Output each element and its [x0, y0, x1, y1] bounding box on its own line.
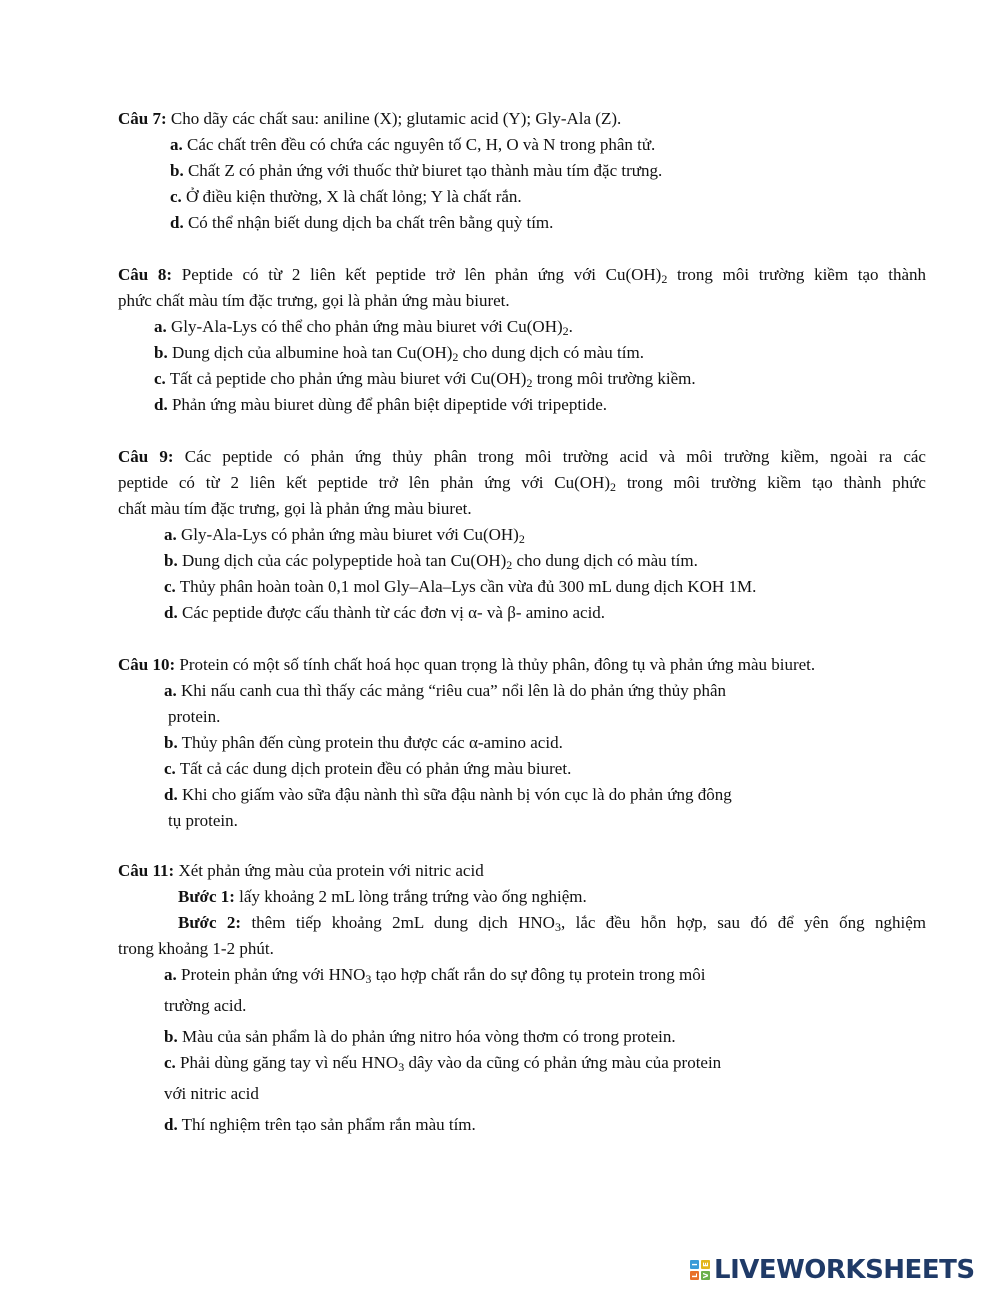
q11-step1: Bước 1: lấy khoảng 2 mL lòng trắng trứng vào ống nghiệm.	[178, 887, 587, 906]
q7-option-d: d. Có thể nhận biết dung dịch ba chất trên bằng quỳ tím.	[170, 213, 554, 232]
q10-option-a-cont: protein.	[168, 707, 221, 726]
q9-option-c: c. Thủy phân hoàn toàn 0,1 mol Gly–Ala–Lys cần vừa đủ 300 mL dung dịch KOH 1M.	[164, 577, 757, 596]
q9-option-b: b. Dung dịch của các polypeptide hoà $\tan Cu(OH)_2$ cho dung dịch có màu tím.	[164, 551, 698, 572]
q11-option-a-cont: trường acid.	[164, 996, 247, 1015]
q10-option-a: a. Khi nấu canh cua thì thấy các mảng “riêu cua” nổi lên là do phản ứng thủy phân	[164, 681, 726, 700]
q11-stem: Câu 11: Xét phản ứng màu của protein với nitric acid	[118, 861, 484, 880]
q9-option-a: a. Gly-Ala-Lys có phản ứng màu biuret với $Cu(OH)_2$	[164, 525, 525, 546]
logo-tile-1: L	[690, 1271, 699, 1280]
q11-step2-cont: trong khoảng 1-2 phút.	[118, 939, 274, 958]
q10-option-b: b. Thủy phân đến cùng protein thu được các α-amino acid.	[164, 733, 563, 752]
q7-label: Câu 7:	[118, 109, 167, 128]
q8-stem-line1: Câu 8: Peptide có từ 2 liên kết peptide trở lên phản ứng với $Cu(OH)_2$ trong môi trường kiềm tạo thành	[118, 265, 927, 286]
q8-option-a: a. Gly-Ala-Lys có thể cho phản ứng màu biuret với $Cu(OH)_2$.	[154, 317, 573, 338]
q7-option-a: a. Các chất trên đều có chứa các nguyên tố C, H, O và N trong phân tử.	[170, 135, 656, 154]
q11-option-d: d. Thí nghiệm trên tạo sản phẩm rắn màu tím.	[164, 1115, 476, 1134]
logo-text: LIVEWORKSHEETS	[714, 1255, 975, 1285]
q7-stem: Câu 7: Cho dãy các chất sau: aniline (X); glutamic acid (Y); Gly-Ala (Z).	[118, 109, 622, 128]
q9-stem-line3: chất màu tím đặc trưng, gọi là phản ứng màu biuret.	[118, 499, 472, 518]
q10-option-d: d. Khi cho giấm vào sữa đậu nành thì sữa đậu nành bị vón cục là do phản ứng đông	[164, 785, 732, 804]
q7-option-c: c. Ở điều kiện thường, X là chất lỏng; Y là chất rắn.	[170, 187, 522, 206]
q8-option-d: d. Phản ứng màu biuret dùng để phân biệt dipeptide với tripeptide.	[154, 395, 608, 414]
q10-label: Câu 10:	[118, 655, 176, 674]
q11-step2: Bước 2: thêm tiếp khoảng 2mL dung dịch $HNO_3$, lắc đều hỗn hợp, sau đó để yên ống nghiệm	[178, 913, 927, 934]
logo-tile-4: E	[701, 1260, 710, 1269]
q9-stem-line1: Câu 9: Các peptide có phản ứng thủy phân trong môi trường acid và môi trường kiềm, ngoài ra các	[118, 447, 926, 466]
q11-label: Câu 11:	[118, 861, 175, 880]
q9-label: Câu 9:	[118, 447, 174, 466]
q8-stem-line2: phức chất màu tím đặc trưng, gọi là phản ứng màu biuret.	[118, 291, 510, 310]
logo-tile-3: V	[701, 1272, 710, 1279]
q10-option-c: c. Tất cả các dung dịch protein đều có phản ứng màu biuret.	[164, 759, 572, 778]
q11-option-c-cont: với nitric acid	[164, 1084, 259, 1103]
q11-option-c: c. Phải dùng găng tay vì nếu $HNO_3$ dây vào da cũng có phản ứng màu của protein	[164, 1053, 722, 1074]
q7-option-b: b. Chất Z có phản ứng với thuốc thử biuret tạo thành màu tím đặc trưng.	[170, 161, 663, 180]
q8-option-c: c. Tất cả peptide cho phản ứng màu biuret với $Cu(OH)_2$ trong môi trường kiềm.	[154, 369, 696, 390]
q8-label: Câu 8:	[118, 265, 173, 284]
q11-option-a: a. Protein phản ứng với $HNO_3$ tạo hợp chất rắn do sự đông tụ protein trong môi	[164, 965, 706, 986]
q8-option-b: b. Dung dịch của albumine hoà $\tan Cu(OH)_2$ cho dung dịch có màu tím.	[154, 343, 644, 364]
logo-tile-2: I	[690, 1260, 699, 1269]
liveworksheets-logo	[690, 1254, 975, 1286]
logo-mark-icon	[690, 1260, 710, 1280]
q9-stem-line2: peptide có từ 2 liên kết peptide trở lên phản ứng với $Cu(OH)_2$ trong môi trường kiềm tạo thành phức	[118, 473, 926, 494]
q10-stem: Câu 10: Protein có một số tính chất hoá học quan trọng là thủy phân, đông tụ và phản ứng màu biuret.	[118, 655, 816, 674]
q11-option-b: b. Màu của sản phẩm là do phản ứng nitro hóa vòng thơm có trong protein.	[164, 1027, 676, 1046]
q9-option-d: d. Các peptide được cấu thành từ các đơn vị α- và β- amino acid.	[164, 603, 606, 622]
q10-option-d-cont: tụ protein.	[168, 811, 238, 830]
